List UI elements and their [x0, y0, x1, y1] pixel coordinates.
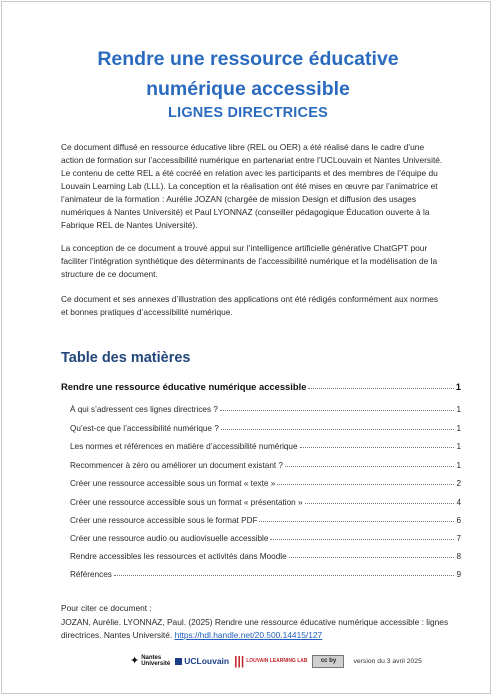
- toc-leader-dots: [221, 429, 455, 430]
- citation-text: JOZAN, Aurélie. LYONNAZ, Paul. (2025) Rendre une ressource éducative numérique accessible : lignes directrices. Nantes Université.: [61, 617, 449, 640]
- uclouvain-square-icon: [175, 658, 182, 665]
- citation-link[interactable]: https://hdl.handle.net/20.500.14415/127: [174, 630, 323, 640]
- toc-entry-title: Créer une ressource audio ou audiovisuelle accessible: [70, 534, 269, 543]
- toc-entry-title: Les normes et références en matière d’accessibilité numérique: [70, 442, 298, 451]
- toc-leader-dots: [270, 539, 454, 540]
- logo-lll-text: LOUVAIN LEARNING LAB: [246, 657, 308, 664]
- toc-entry-page: 1: [456, 405, 461, 414]
- logo-uclouvain-text: UCLouvain: [184, 655, 230, 666]
- toc-leader-dots: [285, 466, 454, 467]
- toc-entry[interactable]: [70, 531, 461, 543]
- toc-leader-dots: [305, 503, 455, 504]
- toc-heading: Table des matières: [61, 350, 191, 366]
- toc-entry-title: À qui s’adressent ces lignes directrices ?: [70, 405, 218, 414]
- logo-nantes-line1: Nantes: [141, 654, 162, 661]
- toc-entry-page: 2: [456, 479, 461, 488]
- toc-entry[interactable]: [70, 476, 461, 488]
- nantes-universite-logo: [130, 655, 170, 668]
- citation-block: [61, 616, 461, 642]
- toc-entry[interactable]: [70, 402, 461, 414]
- toc-entry[interactable]: [70, 421, 461, 433]
- toc-entry-title: Créer une ressource accessible sous un format « texte »: [70, 479, 276, 488]
- toc-entry[interactable]: [61, 380, 461, 392]
- creative-commons-badge: cc by: [312, 655, 344, 668]
- citation-label: Pour citer ce document :: [61, 603, 152, 613]
- toc-entry-page: 1: [456, 461, 461, 470]
- toc-leader-dots: [277, 484, 454, 485]
- toc-entry[interactable]: [70, 567, 461, 579]
- toc-entry-page: 8: [456, 552, 461, 561]
- toc-entry-page: 4: [456, 498, 461, 507]
- intro-paragraph-3: Ce document et ses annexes d’illustration des applications ont été rédigés conformément aux normes et bonnes pratiques d’accessibilité numérique.: [61, 294, 439, 317]
- lll-bars-icon: |||: [234, 653, 245, 668]
- toc-entry-page: 9: [456, 570, 461, 579]
- title-line-1: Rendre une ressource éducative: [97, 48, 399, 70]
- toc-entry-page: 1: [455, 381, 461, 392]
- logo-nantes-line2: Université: [141, 661, 171, 667]
- footer-logos: [130, 651, 422, 671]
- title-line-2: numérique accessible: [146, 78, 350, 100]
- toc-entry-title: Créer une ressource accessible sous le format PDF: [70, 516, 258, 525]
- document-page: [1, 1, 491, 694]
- nantes-mark-icon: ✦: [130, 654, 140, 667]
- toc-leader-dots: [300, 447, 455, 448]
- toc-entry[interactable]: [70, 439, 461, 451]
- toc-entry[interactable]: [70, 495, 461, 507]
- toc-entry-page: 1: [456, 424, 461, 433]
- louvain-learning-lab-logo: [234, 653, 308, 668]
- toc-entry-title: Qu’est-ce que l’accessibilité numérique ?: [70, 424, 219, 433]
- toc-leader-dots: [114, 575, 455, 576]
- uclouvain-logo: [175, 655, 230, 666]
- toc-leader-dots: [289, 557, 455, 558]
- version-date: version du 3 avril 2025: [353, 657, 422, 665]
- toc-entry[interactable]: [70, 513, 461, 525]
- toc-entry[interactable]: [70, 458, 461, 470]
- toc-leader-dots: [259, 521, 454, 522]
- toc-entry-page: 7: [456, 534, 461, 543]
- toc-leader-dots: [220, 410, 455, 411]
- intro-paragraph-2: La conception de ce document a trouvé appui sur l’intelligence artificielle générative ChatGPT pour faciliter l’intégration synthétique des déterminants de l’accessibilité numérique et la modélisation de la structure de ce document.: [61, 243, 438, 279]
- document-title: [42, 44, 454, 104]
- toc-entry-page: 6: [456, 516, 461, 525]
- toc-leader-dots: [308, 388, 453, 389]
- document-subtitle: LIGNES DIRECTRICES: [168, 105, 328, 121]
- toc-entry-page: 1: [456, 442, 461, 451]
- toc-entry[interactable]: [70, 549, 461, 561]
- intro-paragraph-1: Ce document diffusé en ressource éducative libre (REL ou OER) a été réalisé dans le cadre d’une action de formation sur l’accessibilité numérique en partenariat entre l’UCLouvain et Nantes Université. Le contenu de cette REL a été cocréé en relation avec les participants et des membres de l’équipe du Louvain Learning Lab (LLL). La conception et la réalisation ont été mises en œuvre par l’animatrice et l’animateur de la formation : Aurélie JOZAN (chargée de mission Design et diffusion des usages numériques à Nantes Université) et Paul LYONNAZ (conseiller pédagogique Éducation ouverte à la Fabrique REL de Nantes Université).: [61, 142, 443, 230]
- toc-entry-title: Rendre accessibles les ressources et activités dans Moodle: [70, 552, 287, 561]
- toc-entry-title: Recommencer à zéro ou améliorer un document existant ?: [70, 461, 283, 470]
- toc-entry-title: Créer une ressource accessible sous un format « présentation »: [70, 498, 303, 507]
- toc-entry-title: Références: [70, 570, 112, 579]
- toc-entry-title: Rendre une ressource éducative numérique accessible: [61, 381, 307, 392]
